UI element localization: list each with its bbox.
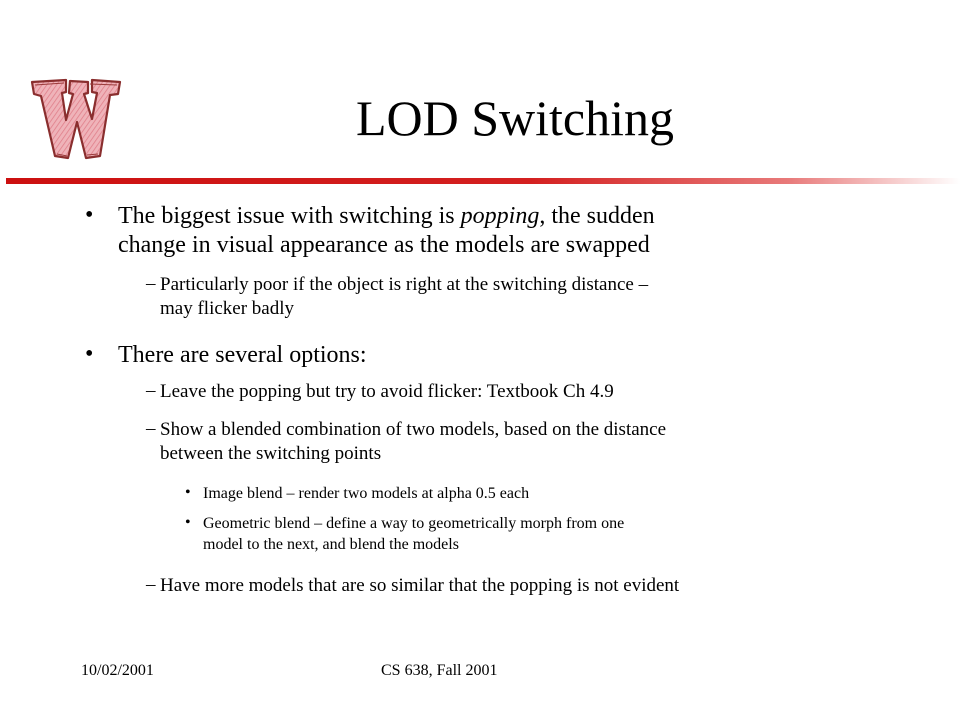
dash-marker: – — [146, 273, 156, 294]
bullet-2-text: There are several options: — [118, 342, 367, 368]
title-underline — [6, 178, 960, 184]
bullet-2-sub-2-item-1: Image blend – render two models at alpha 0.5 each — [203, 485, 530, 502]
dash-marker: – — [146, 574, 156, 595]
bullet-1-text-a: The biggest issue with switching is — [118, 203, 461, 229]
bullet-2-sub-2-line-1: Show a blended combination of two models, based on the distance — [160, 419, 667, 440]
dash-marker: – — [146, 418, 156, 439]
bullet-marker: • — [85, 202, 94, 228]
bullet-2-sub-2-item-2-line-1: Geometric blend – define a way to geometrically morph from one — [203, 515, 625, 532]
footer-course: CS 638, Fall 2001 — [381, 662, 498, 679]
bullet-1-text-b: , the sudden — [539, 203, 655, 229]
bullet-2-sub-2-line-2: between the switching points — [160, 443, 382, 464]
slide-title: LOD Switching — [355, 90, 675, 146]
dash-marker: – — [146, 380, 156, 401]
bullet-2-sub-3: Have more models that are so similar that the popping is not evident — [160, 575, 680, 596]
footer-date: 10/02/2001 — [81, 662, 154, 679]
small-bullet-marker: • — [185, 514, 191, 531]
bullet-2-sub-1: Leave the popping but try to avoid flicker: Textbook Ch 4.9 — [160, 381, 614, 402]
bullet-marker: • — [85, 341, 94, 367]
bullet-1-sub-1-line-1: Particularly poor if the object is right at the switching distance – — [160, 274, 649, 295]
bullet-1-line-2: change in visual appearance as the models are swapped — [118, 232, 650, 258]
bullet-1-line-1 — [118, 202, 655, 231]
bullet-2-sub-2-item-2-line-2: model to the next, and blend the models — [203, 536, 459, 553]
small-bullet-marker: • — [185, 484, 191, 501]
bullet-1-emphasis: popping — [460, 203, 540, 229]
bullet-1-sub-1-line-2: may flicker badly — [160, 298, 295, 319]
w-logo-icon — [26, 72, 126, 164]
